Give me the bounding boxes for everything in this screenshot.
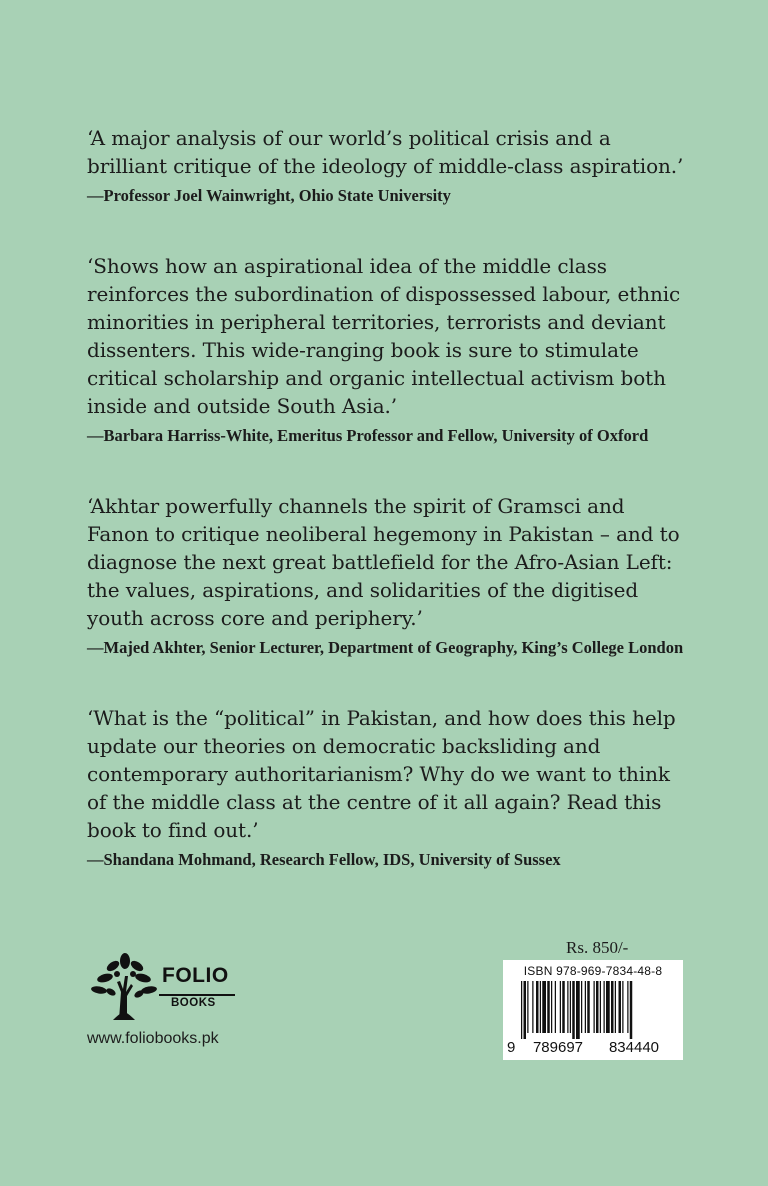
publisher-sub: BOOKS (171, 997, 216, 1009)
barcode-bar (627, 981, 628, 1033)
barcode-bar (542, 981, 546, 1033)
barcode-bar (622, 981, 623, 1033)
barcode-digit-first: 9 (507, 1039, 516, 1056)
blurb-quote: ‘A major analysis of our world’s political crisis and a brilliant critique of the ideology of middle-class aspiration.’ (87, 126, 684, 178)
barcode-bars (521, 981, 671, 1039)
barcode-bar (570, 981, 571, 1033)
publisher-name: FOLIO (162, 964, 229, 987)
blurb-quote: ‘Shows how an aspirational idea of the middle class reinforces the subordination of dispossessed labour, ethnic minorities in peripheral territories, terrorists and deviant dissenters. This wide-ranging book is sure to stimulate critical scholarship and organic intellectual activism both inside and outside South Asia.’ (87, 254, 681, 418)
barcode-bar (562, 981, 565, 1033)
barcode-bar (551, 981, 552, 1033)
blurb (87, 492, 687, 662)
barcode-bar (604, 981, 605, 1033)
barcode-bar (540, 981, 541, 1033)
barcode-digits-right: 834440 (608, 1039, 660, 1056)
blurb-attribution: —Barbara Harriss-White, Emeritus Professor and Fellow, University of Oxford (87, 426, 649, 445)
barcode-bar (581, 981, 582, 1033)
blurb-attribution: —Professor Joel Wainwright, Ohio State University (87, 186, 451, 205)
barcode-digits-left: 789697 (532, 1039, 584, 1056)
barcode-bar (567, 981, 568, 1033)
barcode-bar (532, 981, 533, 1033)
barcode-bar (585, 981, 586, 1033)
barcode-digits (507, 1039, 677, 1056)
blurb-quote: ‘What is the “political” in Pakistan, and how does this help update our theories on democratic backsliding and contemporary authoritarianism? Why do we want to think of the middle class at the centre of it all again? Read this book to find out.’ (87, 706, 676, 842)
barcode-bar (527, 981, 528, 1033)
barcode-bar (596, 981, 599, 1033)
barcode-bar (536, 981, 539, 1033)
publisher-website: www.foliobooks.pk (87, 1030, 219, 1047)
price-label: Rs. 850/- (566, 938, 629, 957)
barcode-bar (600, 981, 601, 1033)
barcode-bar (521, 981, 522, 1039)
barcode-bar (606, 981, 610, 1033)
barcode-bar (619, 981, 622, 1033)
publisher-logo (87, 952, 237, 1022)
blurb-attribution: —Shandana Mohmand, Research Fellow, IDS, University of Sussex (87, 850, 561, 869)
barcode-bar (630, 981, 633, 1039)
blurb-list (87, 124, 687, 916)
blurb (87, 124, 687, 210)
barcode-bar (615, 981, 616, 1033)
barcode-bar (547, 981, 550, 1033)
publisher-divider (159, 994, 235, 996)
tree-logo-icon (87, 952, 159, 1022)
barcode-bar (555, 981, 556, 1033)
barcode-bar (576, 981, 580, 1039)
barcode-bar (572, 981, 575, 1039)
blurb (87, 252, 687, 450)
barcode-bar (587, 981, 590, 1033)
barcode-bar (594, 981, 595, 1033)
isbn-label: ISBN 978-969-7834-48-8 (523, 964, 663, 978)
blurb-attribution: —Majed Akhter, Senior Lecturer, Department of Geography, King’s College London (87, 638, 684, 657)
barcode-bar (611, 981, 614, 1033)
blurb (87, 704, 687, 874)
blurb-quote: ‘Akhtar powerfully channels the spirit of Gramsci and Fanon to critique neoliberal hegemony in Pakistan – and to diagnose the next great battlefield for the Afro-Asian Left: the values, aspirations, and solidarities of the digitised youth across core and periphery.’ (87, 494, 680, 630)
barcode-bar (524, 981, 527, 1039)
isbn-barcode (503, 960, 683, 1060)
barcode-bar (560, 981, 561, 1033)
